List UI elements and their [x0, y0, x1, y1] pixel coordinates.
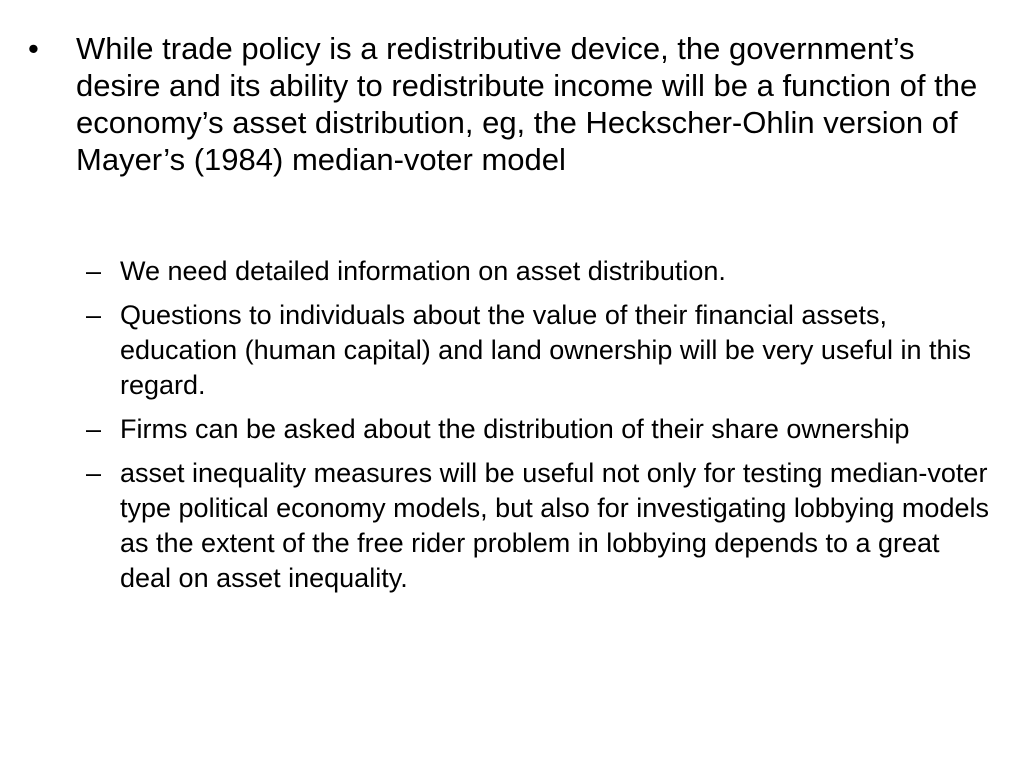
- sub-bullet-text: Questions to individuals about the value of their financial assets, education (human capital) and land ownership will be very useful in this regard.: [120, 300, 971, 400]
- dash-marker: –: [86, 414, 102, 444]
- dash-marker: –: [86, 300, 102, 330]
- sub-bullet-item: [72, 456, 992, 596]
- dash-marker: –: [86, 256, 102, 286]
- sub-bullet-text: asset inequality measures will be useful not only for testing median-voter type political economy models, but also for investigating lobbying models as the extent of the free rider problem in lobbying depends to a great deal on asset inequality.: [120, 458, 989, 593]
- sub-bullet-text: Firms can be asked about the distribution of their share ownership: [120, 414, 910, 444]
- main-bullet-text: While trade policy is a redistributive device, the government’s desire and its ability to redistribute income will be a function of the economy’s asset distribution, eg, the Heckscher-Ohlin version of Mayer’s (1984) median-voter model: [76, 31, 978, 177]
- sub-bullet-item: [72, 254, 992, 289]
- sub-bullet-list: [72, 254, 992, 605]
- sub-bullet-item: [72, 298, 992, 403]
- sub-bullet-item: [72, 412, 992, 447]
- bullet-marker: •: [28, 31, 39, 66]
- main-bullet: [28, 30, 988, 178]
- sub-bullet-text: We need detailed information on asset distribution.: [120, 256, 726, 286]
- dash-marker: –: [86, 458, 102, 488]
